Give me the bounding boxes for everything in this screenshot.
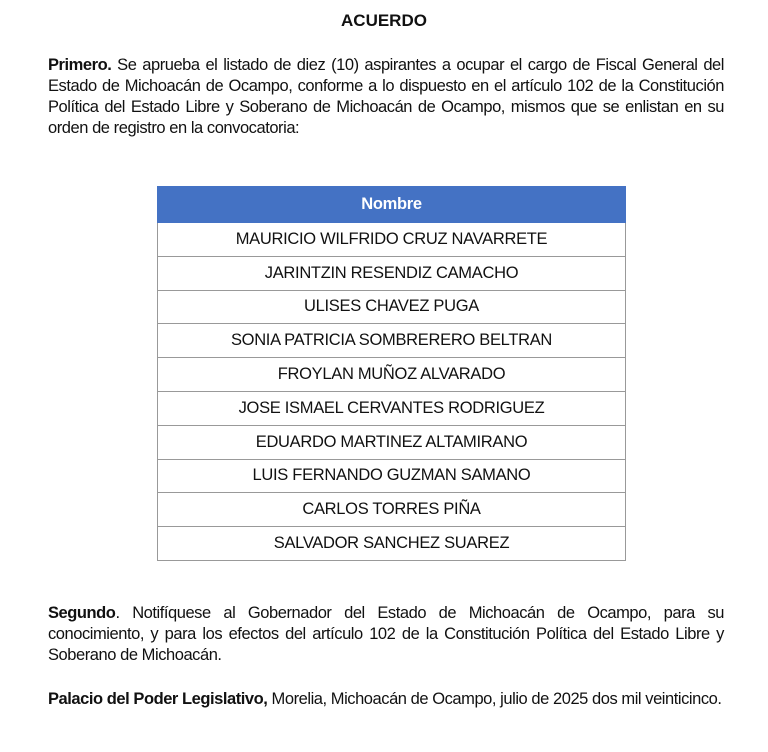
table-row [158, 256, 626, 290]
closing-text: Morelia, Michoacán de Ocampo, julio de 2025 dos mil veinticinco. [267, 690, 722, 708]
table-row [158, 493, 626, 527]
segundo-text: . Notifíquese al Gobernador del Estado de Michoacán de Ocampo, para su conocimiento, y para los efectos del artículo 102 de la Constitución Política del Estado Libre y Soberano de Michoacán. [48, 604, 724, 664]
table-row [158, 324, 626, 358]
candidate-name: SALVADOR SANCHEZ SUAREZ [158, 527, 626, 561]
paragraph-closing [48, 689, 724, 710]
closing-label: Palacio del Poder Legislativo, [48, 690, 268, 708]
table-row [158, 425, 626, 459]
table-row [158, 290, 626, 324]
table-row [158, 391, 626, 425]
candidate-name: SONIA PATRICIA SOMBRERERO BELTRAN [158, 324, 626, 358]
candidate-name: FROYLAN MUÑOZ ALVARADO [158, 358, 626, 392]
candidate-name: MAURICIO WILFRIDO CRUZ NAVARRETE [158, 223, 626, 257]
paragraph-primero [48, 55, 724, 139]
primero-text: Se aprueba el listado de diez (10) aspirantes a ocupar el cargo de Fiscal General del Estado de Michoacán de Ocampo, conforme a lo dispuesto en el artículo 102 de la Constitución Política del Estado Libre y Soberano de Michoacán de Ocampo, mismos que se enlistan en su orden de registro en la convocatoria: [48, 56, 724, 137]
primero-label: Primero. [48, 56, 112, 74]
table-row [158, 527, 626, 561]
table-row [158, 459, 626, 493]
candidate-name: ULISES CHAVEZ PUGA [158, 290, 626, 324]
table-row [158, 358, 626, 392]
table-row [158, 223, 626, 257]
segundo-label: Segundo [48, 604, 116, 622]
candidate-name: JARINTZIN RESENDIZ CAMACHO [158, 256, 626, 290]
column-header-nombre: Nombre [158, 187, 626, 223]
candidate-name: LUIS FERNANDO GUZMAN SAMANO [158, 459, 626, 493]
candidates-table [157, 186, 626, 561]
candidate-name: EDUARDO MARTINEZ ALTAMIRANO [158, 425, 626, 459]
document-title: ACUERDO [341, 11, 427, 30]
paragraph-segundo [48, 603, 724, 666]
candidate-name: JOSE ISMAEL CERVANTES RODRIGUEZ [158, 391, 626, 425]
candidate-name: CARLOS TORRES PIÑA [158, 493, 626, 527]
